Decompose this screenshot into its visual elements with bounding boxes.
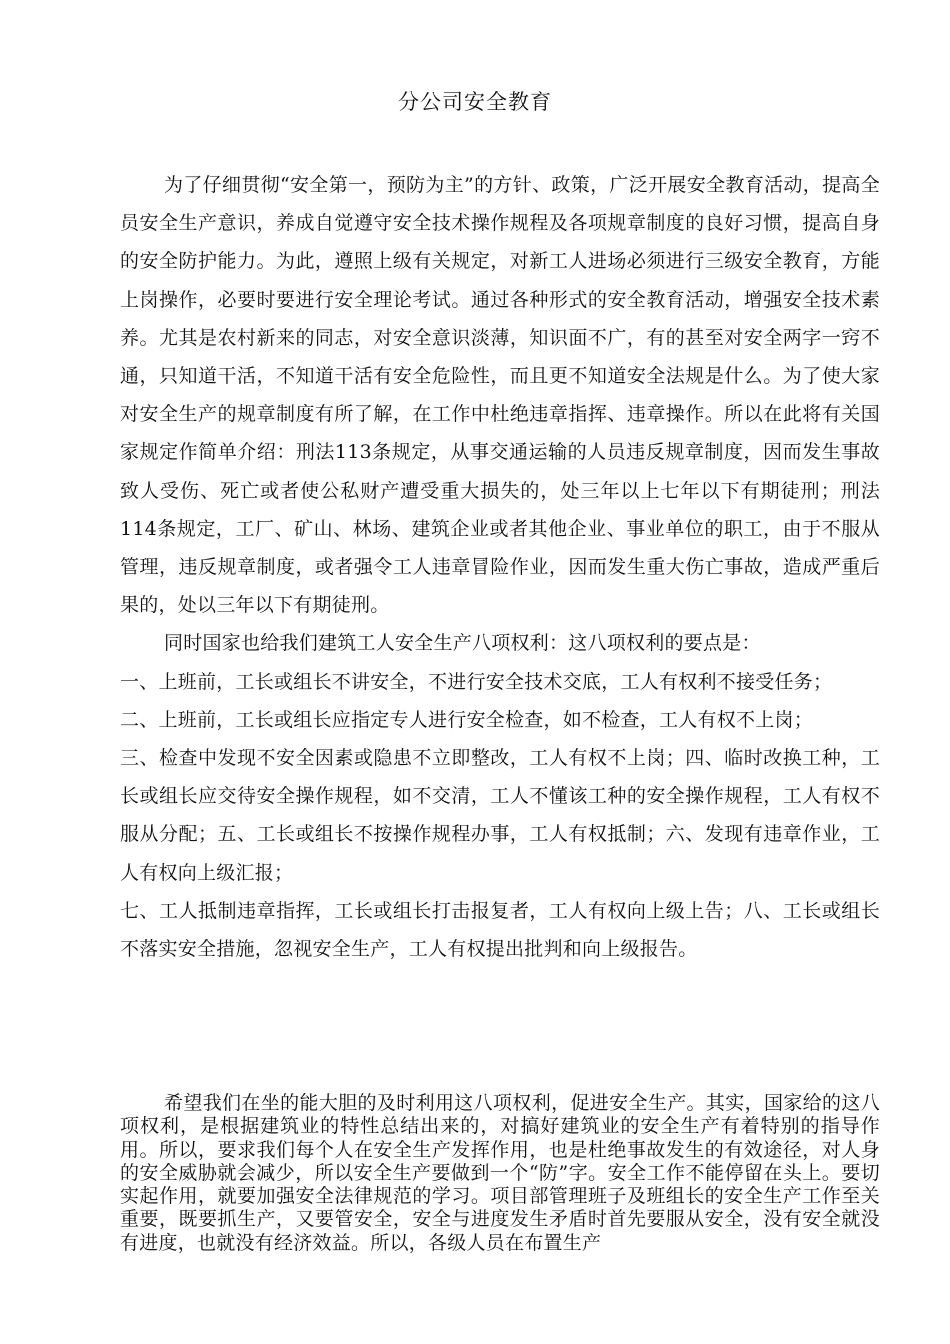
document-body xyxy=(120,166,880,968)
paragraph-intro: 为了仔细贯彻“安全第一，预防为主”的方针、政策，广泛开展安全教育活动，提高全员安全生产意识，养成自觉遵守安全技术操作规程及各项规章制度的良好习惯，提高自身的安全防护能力。为此，遵照上级有关规定，对新工人进场必须进行三级安全教育，方能上岗操作，必要时要进行安全理论考试。通过各种形式的安全教育活动，增强安全技术素养。尤其是农村新来的同志，对安全意识淡薄，知识面不广，有的甚至对安全两字一窍不通，只知道干活，不知道干活有安全危险性，而且更不知道安全法规是什么。为了使大家对安全生产的规章制度有所了解，在工作中杜绝违章指挥、违章操作。所以在此将有关国家规定作简单介绍：刑法113条规定，从事交通运输的人员违反规章制度，因而发生事故致人受伤、死亡或者使公私财产遭受重大损失的，处三年以上七年以下有期徒刑；刑法114条规定，工厂、矿山、林场、建筑企业或者其他企业、事业单位的职工，由于不服从管理，违反规章制度，或者强令工人违章冒险作业，因而发生重大伤亡事故，造成严重后果的，处以三年以下有期徒刑。 xyxy=(120,174,880,617)
paragraph-rights-3-6: 三、检查中发现不安全因素或隐患不立即整改，工人有权不上岗；四、临时改换工种，工长或组长应交待安全操作规程，如不交清，工人不懂该工种的安全操作规程，工人有权不服从分配；五、工长或组长不按操作规程办事，工人有权抵制；六、发现有违章作业，工人有权向上级汇报； xyxy=(120,747,880,884)
paragraph-rights-7-8: 七、工人抵制违章指挥，工长或组长打击报复者，工人有权向上级上告；八、工长或组长不落实安全措施，忽视安全生产，工人有权提出批判和向上级报告。 xyxy=(120,899,880,961)
paragraph-right-1: 一、上班前，工长或组长不讲安全，不进行安全技术交底，工人有权利不接受任务； xyxy=(120,670,833,693)
paragraph-conclusion: 希望我们在坐的能大胆的及时利用这八项权利，促进安全生产。其实，国家给的这八项权利，是根据建筑业的特性总结出来的，对搞好建筑业的安全生产有着特别的指导作用。所以，要求我们每个人在安全生产发挥作用，也是杜绝事故发生的有效途径，对人身的安全威胁就会减少，所以安全生产要做到一个“防”字。安全工作不能停留在头上。要切实起作用，就要加强安全法律规范的学习。项目部管理班子及班组长的安全生产工作至关重要，既要抓生产，又要管安全，安全与进度发生矛盾时首先要服从安全，没有安全就没有进度，也就没有经济效益。所以，各级人员在布置生产 xyxy=(120,1092,880,1254)
paragraph-rights-intro: 同时国家也给我们建筑工人安全生产八项权利：这八项权利的要点是： xyxy=(164,632,761,655)
document-title: 分公司安全教育 xyxy=(398,90,552,114)
paragraph-right-2: 二、上班前，工长或组长应指定专人进行安全检查，如不检查，工人有权不上岗； xyxy=(120,708,814,731)
